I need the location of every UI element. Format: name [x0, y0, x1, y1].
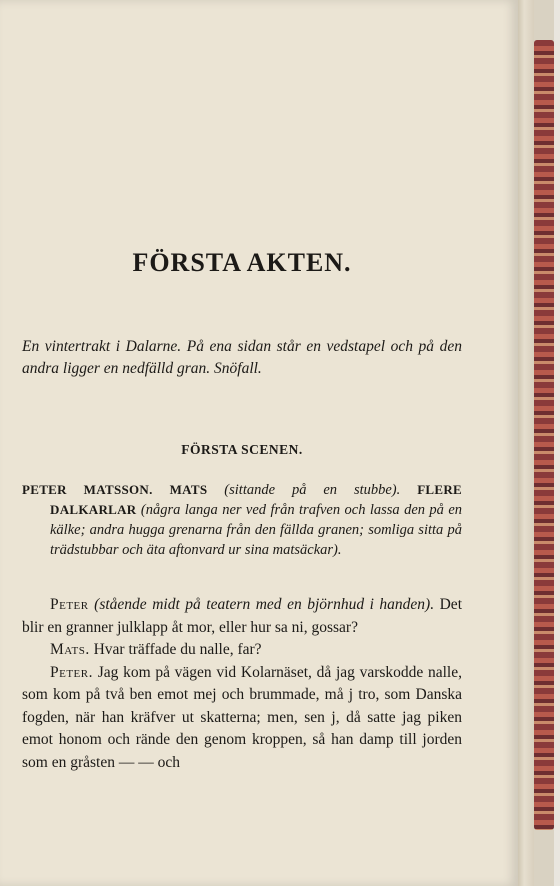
cast-dalkarlar: [22, 500, 462, 560]
cast-line: [22, 480, 462, 500]
cast-mats: MATS: [169, 482, 208, 497]
dialogue-line: [22, 662, 462, 775]
dialogue: [22, 594, 462, 774]
dialogue-text: Hvar träffade du nalle, far?: [89, 641, 262, 658]
cast-list: [22, 480, 462, 560]
book-binding: [534, 40, 554, 830]
speaker-name: Peter.: [50, 663, 93, 681]
dialogue-line: [22, 639, 462, 662]
scene-title: FÖRSTA SCENEN.: [181, 442, 303, 457]
speaker-name: Peter: [50, 596, 89, 613]
speaker-name: Mats.: [50, 641, 90, 658]
cast-dalkarlar-direction-1: (några langa ner ved från trafven och: [140, 502, 366, 518]
cast-flere: FLERE: [417, 482, 463, 497]
cast-peter: PETER MATSSON.: [22, 482, 153, 497]
dialogue-text: Jag kom på vägen vid Kolarnäset, då jag varskodde nalle, som kom på två ben emot mej och brummade, må j tro, som Danska fogden, när han kräfver ut skatterna; men, sen j, då satte jag piken emot honom och rände den genom kroppen, så han damp till jorden som en gråsten — — och: [22, 663, 462, 771]
act-title: FÖRSTA AKTEN.: [132, 248, 352, 277]
dialogue-text: Det blir en granner julklapp åt mor, eller hur sa ni, gossar?: [22, 596, 462, 636]
dialogue-line: [22, 594, 462, 639]
background-margin: [554, 0, 560, 886]
cast-mats-direction: (sittande på en stubbe).: [224, 482, 401, 498]
page-edge: [518, 0, 534, 886]
cast-dalkarlar-direction-2: lassa den på en kälke; andra hugga grenarna från den fällda granen; somliga sitta på trädstubbar och äta aftonvard ur sina matsäckar).: [50, 502, 463, 558]
setting-direction: En vintertrakt i Dalarne. På ena sidan står en vedstapel och på den andra ligger en nedfälld gran. Snöfall.: [22, 338, 462, 377]
stage-direction: (stående midt på teatern med en björnhud i handen).: [94, 596, 435, 613]
cast-dalkarlar-label: DALKARLAR: [50, 502, 137, 517]
